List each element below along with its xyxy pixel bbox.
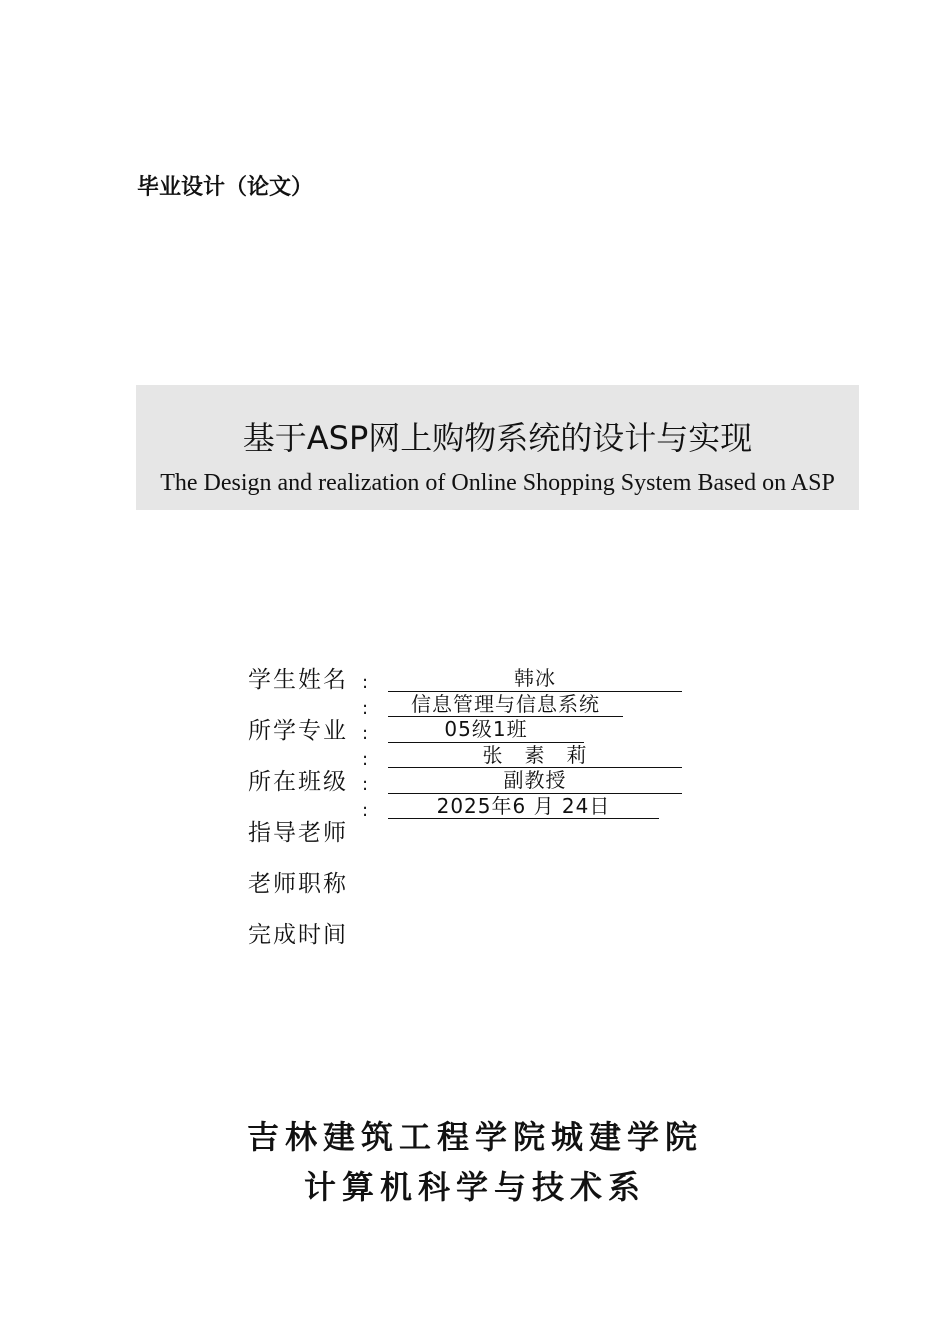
colon: :: [362, 748, 369, 770]
label-completion-date: 完成时间: [248, 922, 348, 948]
institution-name: 吉林建筑工程学院城建学院: [246, 1118, 703, 1156]
label-major: 所学专业: [248, 718, 348, 744]
value-major: 信息管理与信息系统: [388, 692, 623, 718]
value-class: 05级1班: [388, 717, 584, 743]
doc-type-heading: 毕业设计（论文）: [137, 175, 314, 200]
colon: :: [362, 672, 369, 693]
value-completion-date: 2025年6 月 24日: [388, 794, 659, 820]
label-advisor: 指导老师: [248, 820, 348, 846]
info-colons: [362, 670, 368, 823]
info-labels: [248, 666, 348, 972]
department-name: 计算机科学与技术系: [303, 1168, 646, 1206]
colon: :: [362, 799, 369, 821]
value-advisor-title: 副教授: [388, 768, 682, 794]
label-student-name: 学生姓名: [248, 667, 348, 693]
info-values: [388, 666, 682, 819]
label-advisor-title: 老师职称: [248, 871, 348, 897]
label-class: 所在班级: [248, 769, 348, 795]
value-student-name: 韩冰: [388, 666, 682, 692]
colon: :: [362, 697, 369, 719]
title-band: [136, 385, 859, 510]
value-advisor: 张 素 莉: [388, 743, 682, 769]
colon: :: [362, 774, 369, 795]
colon: :: [362, 723, 369, 744]
title-english: The Design and realization of Online Shopping System Based on ASP: [160, 470, 835, 496]
title-chinese: 基于ASP网上购物系统的设计与实现: [242, 419, 753, 457]
